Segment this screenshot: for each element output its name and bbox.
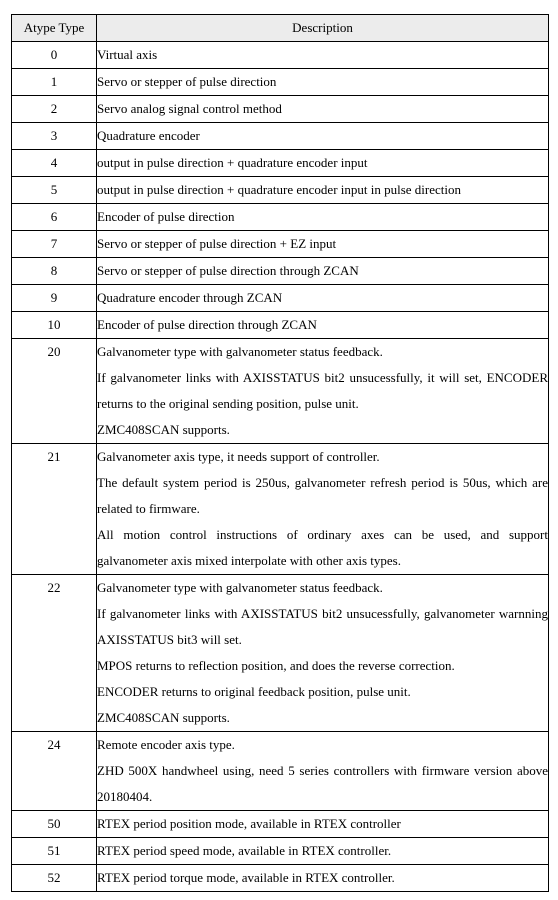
- description-cell: [97, 150, 549, 177]
- table-body: [12, 42, 549, 892]
- description-cell: [97, 732, 549, 811]
- table-row: [12, 732, 549, 811]
- atype-value: 6: [12, 204, 97, 231]
- atype-value: 7: [12, 231, 97, 258]
- description-line: Servo or stepper of pulse direction: [97, 74, 277, 89]
- description-line: Servo analog signal control method: [97, 101, 282, 116]
- description-cell: [97, 285, 549, 312]
- table-row: [12, 177, 549, 204]
- description-line: If galvanometer links with AXISSTATUS bit2 unsucessfully, galvanometer warnning AXISSTATUS bit3 will set.: [97, 606, 548, 647]
- description-cell: [97, 258, 549, 285]
- table-row: [12, 339, 549, 444]
- description-line: Galvanometer type with galvanometer status feedback.: [97, 580, 383, 595]
- table-row: [12, 865, 549, 892]
- atype-value: 50: [12, 811, 97, 838]
- table-row: [12, 312, 549, 339]
- description-line: RTEX period torque mode, available in RTEX controller.: [97, 870, 395, 885]
- atype-value: 20: [12, 339, 97, 444]
- atype-value: 10: [12, 312, 97, 339]
- description-cell: [97, 339, 549, 444]
- description-line: All motion control instructions of ordinary axes can be used, and support galvanometer axis mixed interpolate with other axis types.: [97, 527, 548, 568]
- description-line: Servo or stepper of pulse direction + EZ input: [97, 236, 337, 251]
- description-line: Encoder of pulse direction through ZCAN: [97, 317, 317, 332]
- atype-value: 0: [12, 42, 97, 69]
- description-line: Quadrature encoder: [97, 128, 200, 143]
- description-line: Quadrature encoder through ZCAN: [97, 290, 283, 305]
- description-line: Virtual axis: [97, 47, 158, 62]
- description-line: Servo or stepper of pulse direction through ZCAN: [97, 263, 359, 278]
- description-cell: [97, 96, 549, 123]
- description-line: ZMC408SCAN supports.: [97, 710, 230, 725]
- atype-value: 21: [12, 444, 97, 575]
- description-line: output in pulse direction + quadrature encoder input in pulse direction: [97, 182, 462, 197]
- atype-value: 8: [12, 258, 97, 285]
- description-cell: [97, 204, 549, 231]
- atype-value: 5: [12, 177, 97, 204]
- description-cell: [97, 811, 549, 838]
- description-line: MPOS returns to reflection position, and does the reverse correction.: [97, 658, 455, 673]
- table-row: [12, 96, 549, 123]
- atype-value: 51: [12, 838, 97, 865]
- description-line: Remote encoder axis type.: [97, 737, 235, 752]
- atype-value: 4: [12, 150, 97, 177]
- description-cell: [97, 42, 549, 69]
- description-line: Galvanometer axis type, it needs support of controller.: [97, 449, 380, 464]
- description-cell: [97, 444, 549, 575]
- atype-value: 2: [12, 96, 97, 123]
- table-row: [12, 285, 549, 312]
- table-header-row: [12, 15, 549, 42]
- description-cell: [97, 123, 549, 150]
- description-line: RTEX period position mode, available in RTEX controller: [97, 816, 401, 831]
- atype-value: 24: [12, 732, 97, 811]
- atype-value: 22: [12, 575, 97, 732]
- table-row: [12, 838, 549, 865]
- table-row: [12, 69, 549, 96]
- description-cell: [97, 312, 549, 339]
- table-row: [12, 150, 549, 177]
- description-line: ENCODER returns to original feedback position, pulse unit.: [97, 684, 411, 699]
- description-line: The default system period is 250us, galvanometer refresh period is 50us, which are related to firmware.: [97, 475, 548, 516]
- description-cell: [97, 231, 549, 258]
- description-cell: [97, 575, 549, 732]
- table-row: [12, 123, 549, 150]
- description-line: If galvanometer links with AXISSTATUS bit2 unsucessfully, it will set, ENCODER returns to the original sending position, pulse unit.: [97, 370, 548, 411]
- description-cell: [97, 69, 549, 96]
- description-line: RTEX period speed mode, available in RTEX controller.: [97, 843, 392, 858]
- table-row: [12, 575, 549, 732]
- atype-table: [11, 14, 549, 892]
- atype-value: 3: [12, 123, 97, 150]
- description-cell: [97, 177, 549, 204]
- description-line: ZMC408SCAN supports.: [97, 422, 230, 437]
- table-row: [12, 258, 549, 285]
- description-line: output in pulse direction + quadrature encoder input: [97, 155, 368, 170]
- atype-value: 52: [12, 865, 97, 892]
- description-cell: [97, 865, 549, 892]
- table-row: [12, 42, 549, 69]
- column-header-atype: Atype Type: [12, 15, 97, 42]
- table-row: [12, 204, 549, 231]
- column-header-description: Description: [97, 15, 549, 42]
- description-line: ZHD 500X handwheel using, need 5 series controllers with firmware version above 20180404.: [97, 763, 548, 804]
- atype-value: 9: [12, 285, 97, 312]
- atype-value: 1: [12, 69, 97, 96]
- description-cell: [97, 838, 549, 865]
- table-row: [12, 231, 549, 258]
- description-line: Galvanometer type with galvanometer status feedback.: [97, 344, 383, 359]
- table-row: [12, 811, 549, 838]
- description-line: Encoder of pulse direction: [97, 209, 235, 224]
- table-row: [12, 444, 549, 575]
